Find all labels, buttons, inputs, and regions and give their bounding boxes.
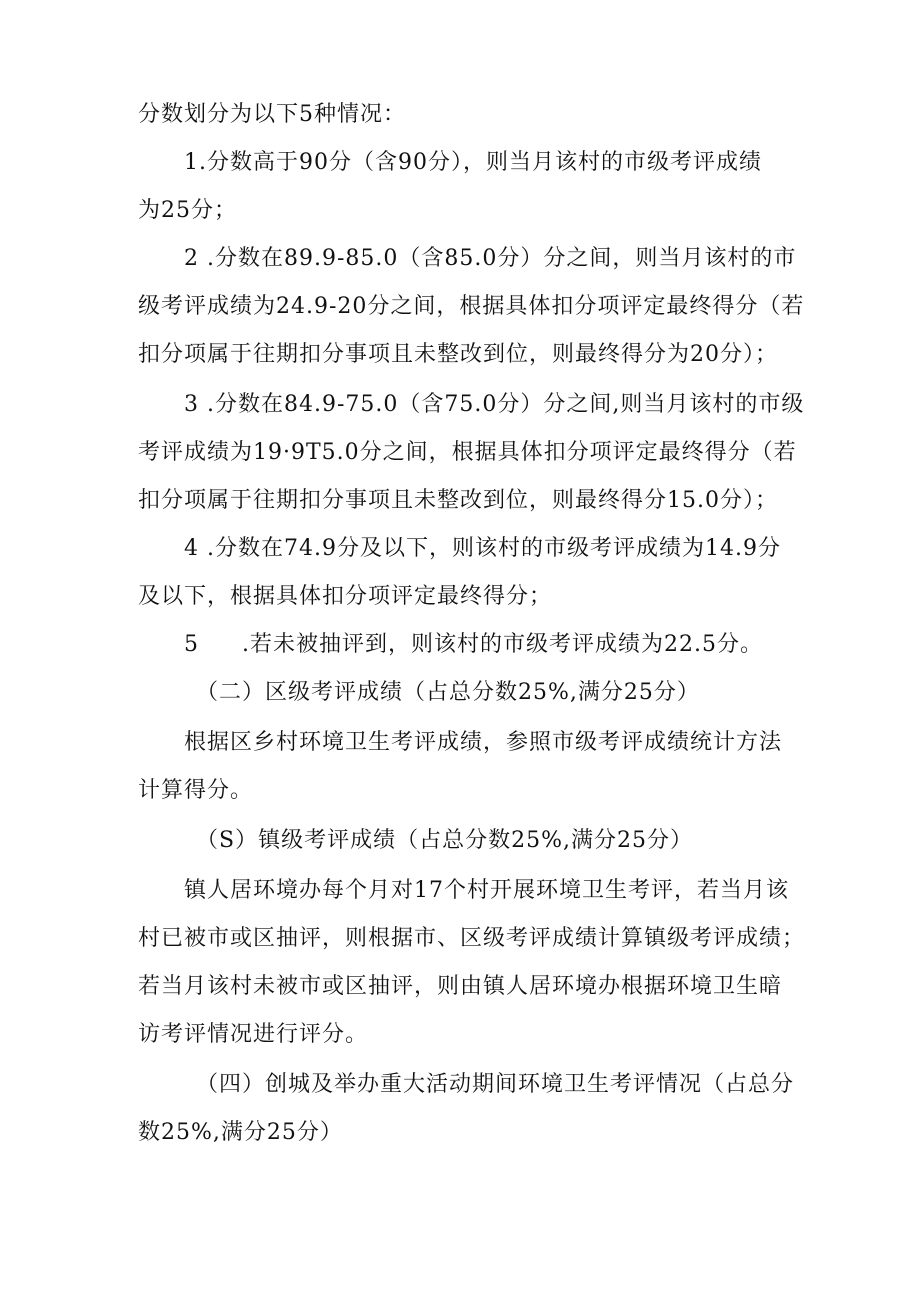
item-1-line-1: 1.分数高于90分（含90分），则当月该村的市级考评成绩 [184, 150, 762, 175]
section-3-line-3: 若当月该村未被市或区抽评，则由镇人居环境办根据环境卫生暗 [138, 974, 783, 999]
item-4-text: .分数在74.9分及以下，则该村的市级考评成绩为14.9分 [207, 536, 781, 561]
item-1-line-2: 为25分； [138, 198, 237, 223]
item-3-number: 3 [184, 392, 199, 417]
heading-section-2: （二）区级考评成绩（占总分数25%,满分25分） [196, 680, 700, 705]
item-3-line-1 [184, 390, 804, 420]
item-3-line-2: 考评成绩为19·9T5.0分之间，根据具体扣分项评定最终得分（若 [138, 440, 797, 465]
item-3-line-3: 扣分项属于往期扣分事项且未整改到位，则最终得分15.0分）； [138, 488, 778, 513]
item-4-line-1 [184, 534, 781, 564]
item-2-line-1 [184, 244, 796, 274]
section-2-line-2: 计算得分。 [138, 778, 254, 803]
section-3-line-1: 镇人居环境办每个月对17个村开展环境卫生考评，若当月该 [184, 878, 789, 903]
item-2-text: .分数在89.9-85.0（含85.0分）分之间，则当月该村的市 [207, 246, 797, 271]
item-4-number: 4 [184, 536, 199, 561]
heading-section-4-line-2: 数25%,满分25分） [138, 1120, 343, 1145]
section-3-line-2: 村已被市或区抽评，则根据市、区级考评成绩计算镇级考评成绩； [138, 926, 806, 951]
heading-section-3: （S）镇级考评成绩（占总分数25%,满分25分） [196, 828, 693, 853]
item-5-text: .若未被抽评到，则该村的市级考评成绩为22.5分。 [242, 632, 763, 657]
item-2-line-2: 级考评成绩为24.9-20分之间，根据具体扣分项评定最终得分（若 [138, 294, 805, 319]
section-3-line-4: 访考评情况进行评分。 [138, 1022, 369, 1047]
paragraph-intro: 分数划分为以下5种情况： [138, 102, 406, 127]
item-3-text: .分数在84.9-75.0（含75.0分）分之间,则当月该村的市级 [207, 392, 805, 417]
heading-section-4-line-1: （四）创城及举办重大活动期间环境卫生考评情况（占总分 [196, 1072, 795, 1097]
section-2-line-1: 根据区乡村环境卫生考评成绩，参照市级考评成绩统计方法 [184, 730, 783, 755]
item-5-line [184, 630, 763, 660]
item-5-number: 5 [184, 632, 199, 657]
item-2-number: 2 [184, 246, 199, 271]
item-4-line-2: 及以下，根据具体扣分项评定最终得分； [138, 584, 553, 609]
item-2-line-3: 扣分项属于往期扣分事项且未整改到位，则最终得分为20分）； [138, 342, 778, 367]
